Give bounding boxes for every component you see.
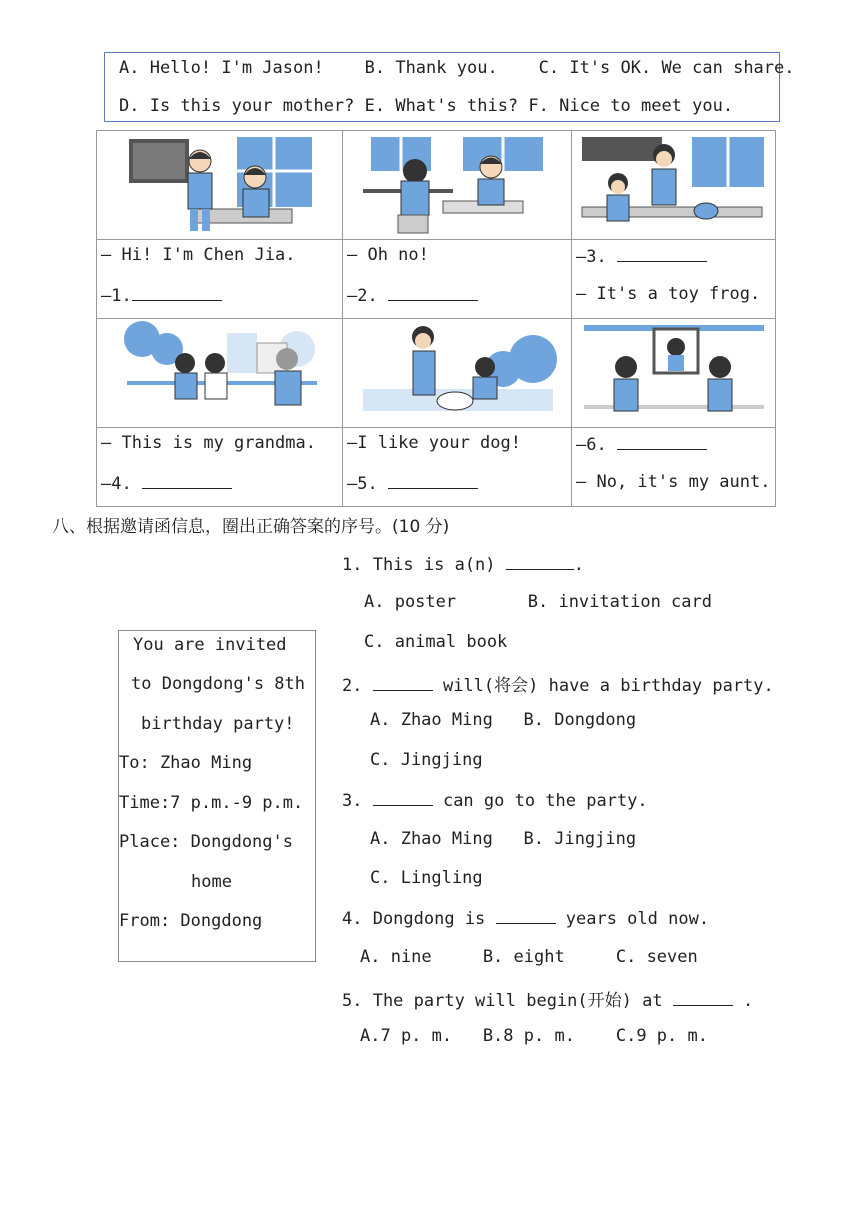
- answer-number: —1.: [101, 286, 132, 306]
- answer-blank[interactable]: [673, 989, 733, 1006]
- question-1-option-c[interactable]: C. animal book: [364, 632, 508, 652]
- answer-number: —4.: [101, 474, 142, 494]
- question-2-options-ab[interactable]: A. Zhao Ming B. Dongdong: [370, 710, 637, 730]
- dialog-line: — This is my grandma.: [101, 433, 316, 453]
- question-4: 4. Dongdong is years old now.: [342, 909, 710, 929]
- options-line-2: D. Is this your mother? E. What's this? F. Nice to meet you.: [119, 96, 734, 116]
- dialog-cell-2: [343, 240, 571, 318]
- dialog-cell-6: [572, 428, 775, 506]
- question-1-options-ab[interactable]: A. poster B. invitation card: [364, 592, 712, 612]
- invitation-line: To: Zhao Ming: [119, 753, 253, 773]
- question-1: 1. This is a(n) .: [342, 555, 585, 575]
- invitation-line: birthday party!: [141, 714, 295, 734]
- question-3: 3. can go to the party.: [342, 791, 648, 811]
- answer-blank-5[interactable]: [388, 472, 478, 489]
- answer-blank-1[interactable]: [132, 284, 222, 301]
- answer-options-box: [104, 52, 795, 122]
- question-2: 2. will(将会) have a birthday party.: [342, 676, 774, 696]
- invitation-line: Time:7 p.m.-9 p.m.: [119, 793, 304, 813]
- answer-number: —5.: [347, 474, 388, 494]
- question-5-options[interactable]: A.7 p. m. B.8 p. m. C.9 p. m.: [360, 1026, 708, 1046]
- dialog-line: —I like your dog!: [347, 433, 521, 453]
- invitation-line: Place: Dongdong's: [119, 832, 293, 852]
- question-4-options[interactable]: A. nine B. eight C. seven: [360, 947, 698, 967]
- invitation-line: From: Dongdong: [119, 911, 263, 931]
- question-5: 5. The party will begin(开始) at .: [342, 991, 754, 1011]
- answer-number: —2.: [347, 286, 388, 306]
- dialog-cell-4: [97, 428, 342, 506]
- dialog-line: — Hi! I'm Chen Jia.: [101, 245, 296, 265]
- dialog-cell-3: [572, 240, 775, 318]
- picture-girl-dog: [343, 319, 571, 427]
- invitation-line: home: [191, 872, 232, 892]
- picture-grandma-park: [97, 319, 342, 427]
- question-2-option-c[interactable]: C. Jingjing: [370, 750, 483, 770]
- answer-blank-2[interactable]: [388, 284, 478, 301]
- answer-blank[interactable]: [373, 789, 433, 806]
- dialog-line: — Oh no!: [347, 245, 429, 265]
- picture-photo-frame: [572, 319, 775, 427]
- dialog-cell-1: [97, 240, 342, 318]
- answer-blank-4[interactable]: [142, 472, 232, 489]
- answer-blank[interactable]: [373, 674, 433, 691]
- picture-spill-accident: [343, 131, 571, 239]
- answer-blank-3[interactable]: [617, 245, 707, 262]
- dialog-line: — No, it's my aunt.: [576, 472, 771, 492]
- answer-blank-6[interactable]: [617, 433, 707, 450]
- answer-number: —3.: [576, 247, 617, 267]
- section-8-title: 八、根据邀请函信息，圈出正确答案的序号。(10 分): [52, 517, 450, 537]
- dialog-grid: [96, 130, 776, 507]
- picture-toy-frog: [572, 131, 775, 239]
- invitation-card: [118, 630, 316, 962]
- question-3-option-c[interactable]: C. Lingling: [370, 868, 483, 888]
- answer-blank[interactable]: [496, 907, 556, 924]
- invitation-line: You are invited: [133, 635, 287, 655]
- picture-classroom-greeting: [97, 131, 342, 239]
- question-3-options-ab[interactable]: A. Zhao Ming B. Jingjing: [370, 829, 637, 849]
- dialog-cell-5: [343, 428, 571, 506]
- invitation-line: to Dongdong's 8th: [131, 674, 305, 694]
- answer-number: —6.: [576, 435, 617, 455]
- dialog-line: — It's a toy frog.: [576, 284, 761, 304]
- options-line-1: A. Hello! I'm Jason! B. Thank you. C. It's OK. We can share.: [119, 58, 795, 78]
- answer-blank[interactable]: [506, 553, 574, 570]
